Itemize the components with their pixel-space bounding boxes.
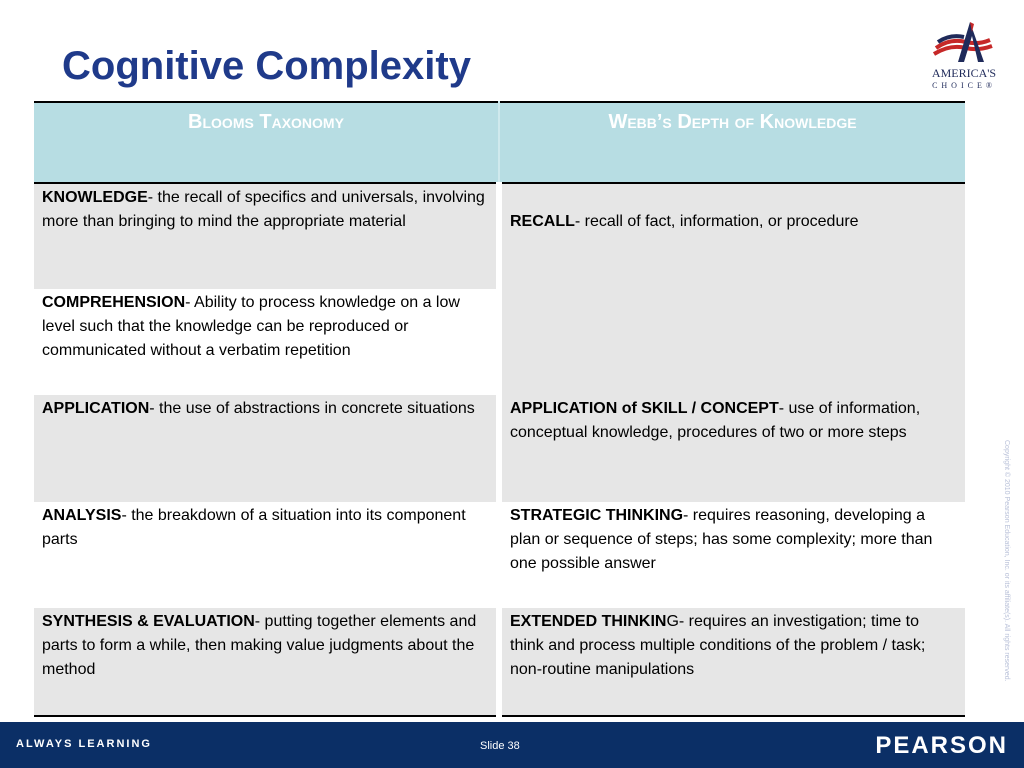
cognitive-complexity-table	[34, 101, 965, 717]
desc-analysis: - the breakdown of a situation into its component parts	[42, 507, 466, 548]
flag-a-icon	[918, 18, 1010, 66]
cell-application-skill	[499, 395, 965, 502]
logo-line2: CHOICE®	[932, 81, 996, 90]
desc-comprehension: - Ability to process knowledge on a low level such that the knowledge can be reproduced or communicated without a verbatim repetition	[42, 294, 460, 359]
copyright-notice: Copyright © 2010 Pearson Education, Inc. or its affiliate(s). All rights reserved.	[1003, 440, 1010, 682]
term-application-skill: APPLICATION of SKILL / CONCEPT	[510, 400, 779, 417]
term-application: APPLICATION	[42, 400, 150, 417]
term-synthesis-evaluation: SYNTHESIS & EVALUATION	[42, 613, 255, 630]
americas-choice-logo	[918, 18, 1010, 98]
header-row	[34, 102, 965, 183]
term-extended-thinking-tail: G	[666, 613, 679, 630]
cell-knowledge	[34, 183, 499, 289]
desc-strategic-thinking: - requires reasoning, developing a plan or sequence of steps; has some complexity; more than one possible answer	[510, 507, 933, 572]
term-knowledge: KNOWLEDGE	[42, 189, 148, 206]
logo-line1: AMERICA'S	[931, 66, 997, 80]
cell-extended-thinking	[499, 608, 965, 716]
slide-number: Slide 38	[480, 740, 520, 752]
desc-application-skill: - use of information, conceptual knowledge, procedures of two or more steps	[510, 400, 921, 441]
footer-bar	[0, 722, 1024, 768]
footer-tagline: ALWAYS LEARNING	[16, 738, 152, 750]
table-row	[34, 502, 965, 608]
cell-application	[34, 395, 499, 502]
desc-recall: - recall of fact, information, or procedure	[574, 213, 859, 230]
table-row	[34, 608, 965, 716]
term-comprehension: COMPREHENSION	[42, 294, 186, 311]
cell-analysis	[34, 502, 499, 608]
cell-synthesis-evaluation	[34, 608, 499, 716]
term-analysis: ANALYSIS	[42, 507, 122, 524]
header-blooms: Blooms Taxonomy	[34, 102, 499, 183]
term-strategic-thinking: STRATEGIC THINKING	[510, 507, 684, 524]
table-row	[34, 183, 965, 289]
pearson-logo: PEARSON	[875, 732, 1008, 759]
cell-strategic-thinking	[499, 502, 965, 608]
page-title: Cognitive Complexity	[62, 44, 471, 88]
desc-synthesis-evaluation: - putting together elements and parts to form a while, then making value judgments about the method	[42, 613, 477, 678]
header-webbs: Webb’s Depth of Knowledge	[499, 102, 965, 183]
term-recall: RECALL	[510, 213, 575, 230]
term-extended-thinking: EXTENDED THINKIN	[510, 613, 667, 630]
desc-knowledge: - the recall of specifics and universals, involving more than bringing to mind the appropriate material	[42, 189, 485, 230]
cell-recall	[499, 183, 965, 395]
desc-extended-thinking: - requires an investigation; time to think and process multiple conditions of the problem / task; non-routine manipulations	[510, 613, 926, 678]
cell-comprehension	[34, 289, 499, 395]
table-row	[34, 395, 965, 502]
desc-application: - the use of abstractions in concrete situations	[149, 400, 475, 417]
